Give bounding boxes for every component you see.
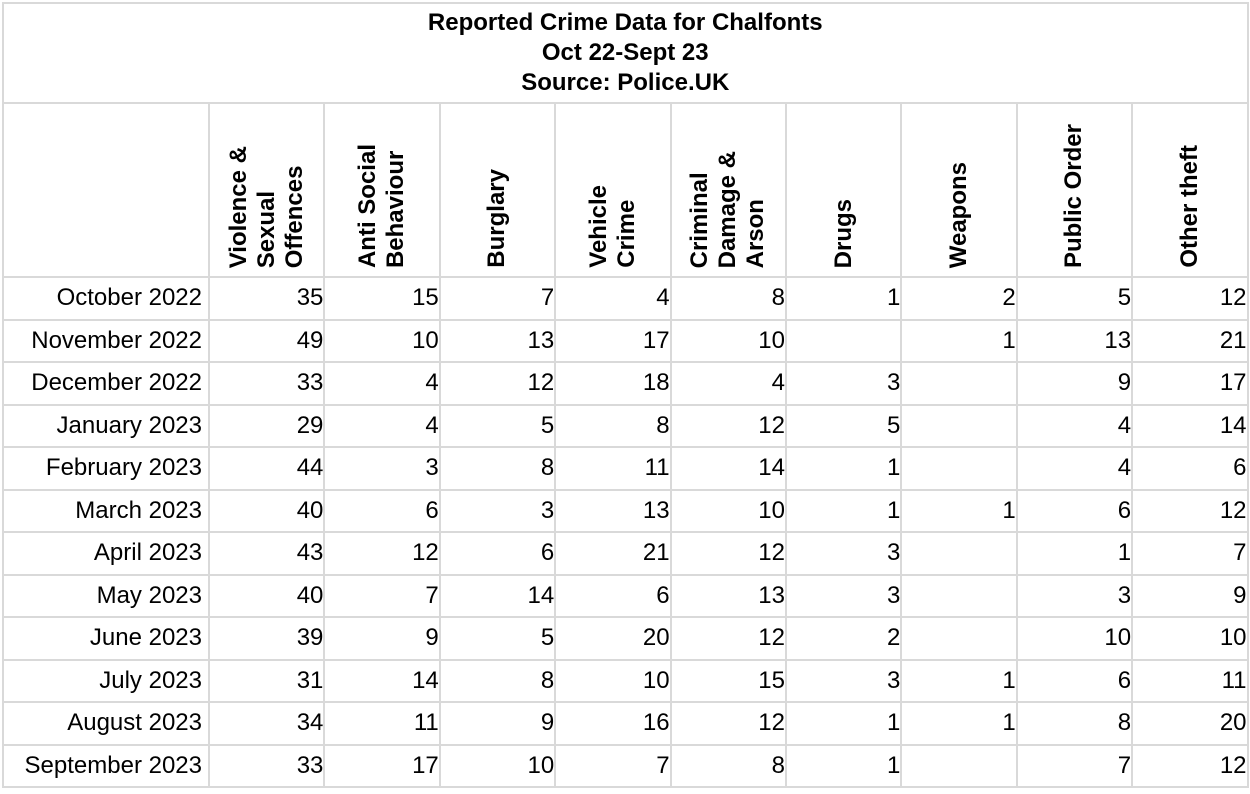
row-label: May 2023: [3, 575, 209, 618]
title-line-1: Reported Crime Data for Chalfonts: [427, 9, 823, 36]
table-row: [3, 277, 1248, 320]
table-cell: 12: [324, 532, 439, 575]
row-label: August 2023: [3, 702, 209, 745]
column-header-other-theft: Other theft: [1132, 103, 1247, 277]
table-cell: [786, 320, 901, 363]
table-cell: 12: [1132, 490, 1247, 533]
column-header-burglary: Burglary: [440, 103, 555, 277]
table-cell: 6: [1017, 490, 1132, 533]
table-cell: 12: [671, 405, 786, 448]
title-line-3: Source: Police.UK: [521, 69, 730, 96]
table-cell: [901, 745, 1016, 788]
table-title: [3, 3, 1248, 103]
row-label: November 2022: [3, 320, 209, 363]
table-cell: [901, 575, 1016, 618]
table-cell: 6: [1017, 660, 1132, 703]
table-cell: 44: [209, 447, 324, 490]
table-cell: [901, 405, 1016, 448]
table-cell: 12: [440, 362, 555, 405]
table-cell: 1: [786, 447, 901, 490]
table-cell: 1: [786, 490, 901, 533]
table-cell: 13: [1017, 320, 1132, 363]
row-label: July 2023: [3, 660, 209, 703]
table-cell: 10: [1017, 617, 1132, 660]
row-label: March 2023: [3, 490, 209, 533]
table-row: [3, 532, 1248, 575]
table-row: [3, 362, 1248, 405]
table-cell: 5: [786, 405, 901, 448]
table-cell: 4: [671, 362, 786, 405]
table-cell: 12: [671, 617, 786, 660]
table-cell: 9: [1017, 362, 1132, 405]
column-header-violence: Violence & Sexual Offences: [209, 103, 324, 277]
table-cell: 11: [555, 447, 670, 490]
table-cell: 14: [1132, 405, 1247, 448]
table-cell: 5: [440, 405, 555, 448]
table-cell: 7: [555, 745, 670, 788]
table-cell: 4: [555, 277, 670, 320]
table-cell: 21: [1132, 320, 1247, 363]
table-row: [3, 490, 1248, 533]
table-cell: 9: [440, 702, 555, 745]
table-cell: 3: [324, 447, 439, 490]
table-cell: 3: [440, 490, 555, 533]
table-cell: 20: [1132, 702, 1247, 745]
table-cell: 3: [786, 660, 901, 703]
row-label: June 2023: [3, 617, 209, 660]
table-cell: 43: [209, 532, 324, 575]
table-cell: 31: [209, 660, 324, 703]
table-cell: 14: [324, 660, 439, 703]
table-cell: [901, 362, 1016, 405]
table-row: [3, 447, 1248, 490]
table-cell: 10: [440, 745, 555, 788]
table-cell: 8: [671, 277, 786, 320]
column-header-vehicle-crime: Vehicle Crime: [555, 103, 670, 277]
table-cell: 8: [440, 660, 555, 703]
table-cell: 40: [209, 490, 324, 533]
table-cell: 9: [1132, 575, 1247, 618]
table-cell: 40: [209, 575, 324, 618]
table-cell: 1: [1017, 532, 1132, 575]
table-row: [3, 745, 1248, 788]
table-cell: 15: [671, 660, 786, 703]
table-cell: 10: [555, 660, 670, 703]
table-cell: 9: [324, 617, 439, 660]
table-cell: 10: [671, 320, 786, 363]
table-cell: 12: [671, 702, 786, 745]
table-cell: 13: [555, 490, 670, 533]
row-label: October 2022: [3, 277, 209, 320]
corner-cell: [3, 103, 209, 277]
table-cell: 35: [209, 277, 324, 320]
table-cell: 10: [324, 320, 439, 363]
table-cell: 2: [901, 277, 1016, 320]
table-cell: 34: [209, 702, 324, 745]
row-label: January 2023: [3, 405, 209, 448]
table-cell: 6: [440, 532, 555, 575]
table-cell: [901, 617, 1016, 660]
table-cell: 3: [786, 532, 901, 575]
table-cell: 8: [440, 447, 555, 490]
table-cell: 21: [555, 532, 670, 575]
table-cell: 49: [209, 320, 324, 363]
table-cell: 1: [901, 660, 1016, 703]
table-cell: 6: [324, 490, 439, 533]
table-cell: 8: [555, 405, 670, 448]
column-header-criminal-damage: Criminal Damage & Arson: [671, 103, 786, 277]
table-cell: 8: [1017, 702, 1132, 745]
row-label: April 2023: [3, 532, 209, 575]
row-label: December 2022: [3, 362, 209, 405]
table-cell: 1: [901, 702, 1016, 745]
table-cell: 4: [1017, 405, 1132, 448]
table-cell: 13: [440, 320, 555, 363]
table-cell: 4: [1017, 447, 1132, 490]
table-cell: 20: [555, 617, 670, 660]
table-cell: 33: [209, 745, 324, 788]
table-cell: 10: [671, 490, 786, 533]
table-cell: 13: [671, 575, 786, 618]
table-cell: 3: [786, 362, 901, 405]
table-cell: 14: [440, 575, 555, 618]
table-cell: 4: [324, 362, 439, 405]
table-cell: 4: [324, 405, 439, 448]
table-row: [3, 660, 1248, 703]
table-cell: [901, 532, 1016, 575]
table-cell: 12: [1132, 277, 1247, 320]
column-header-weapons: Weapons: [901, 103, 1016, 277]
table-row: [3, 405, 1248, 448]
table-cell: 1: [786, 277, 901, 320]
table-cell: 3: [786, 575, 901, 618]
table-cell: 17: [324, 745, 439, 788]
table-cell: 17: [555, 320, 670, 363]
crime-data-table: [2, 2, 1249, 788]
table-cell: 11: [324, 702, 439, 745]
table-body: [3, 277, 1248, 787]
table-cell: 17: [1132, 362, 1247, 405]
table-row: [3, 617, 1248, 660]
table-cell: 11: [1132, 660, 1247, 703]
table-cell: 7: [324, 575, 439, 618]
column-header-public-order: Public Order: [1017, 103, 1132, 277]
table-cell: 1: [901, 320, 1016, 363]
table-cell: 7: [440, 277, 555, 320]
column-header-anti-social: Anti Social Behaviour: [324, 103, 439, 277]
table-cell: 29: [209, 405, 324, 448]
table-row: [3, 575, 1248, 618]
table-cell: 12: [1132, 745, 1247, 788]
title-line-2: Oct 22-Sept 23: [541, 39, 709, 66]
column-header-row: [3, 103, 1248, 277]
table-cell: 7: [1132, 532, 1247, 575]
table-cell: 39: [209, 617, 324, 660]
table-cell: 14: [671, 447, 786, 490]
table-cell: 1: [786, 745, 901, 788]
table-cell: 18: [555, 362, 670, 405]
row-label: February 2023: [3, 447, 209, 490]
table-cell: 8: [671, 745, 786, 788]
table-cell: 5: [1017, 277, 1132, 320]
table-cell: 6: [555, 575, 670, 618]
table-cell: 10: [1132, 617, 1247, 660]
table-cell: 1: [901, 490, 1016, 533]
table-cell: 1: [786, 702, 901, 745]
table-cell: 2: [786, 617, 901, 660]
table-cell: 7: [1017, 745, 1132, 788]
table-cell: 3: [1017, 575, 1132, 618]
table-cell: 33: [209, 362, 324, 405]
table-cell: 12: [671, 532, 786, 575]
row-label: September 2023: [3, 745, 209, 788]
table-row: [3, 320, 1248, 363]
table-cell: [901, 447, 1016, 490]
column-header-drugs: Drugs: [786, 103, 901, 277]
table-cell: 5: [440, 617, 555, 660]
table-cell: 16: [555, 702, 670, 745]
table-row: [3, 702, 1248, 745]
table-cell: 6: [1132, 447, 1247, 490]
table-cell: 15: [324, 277, 439, 320]
